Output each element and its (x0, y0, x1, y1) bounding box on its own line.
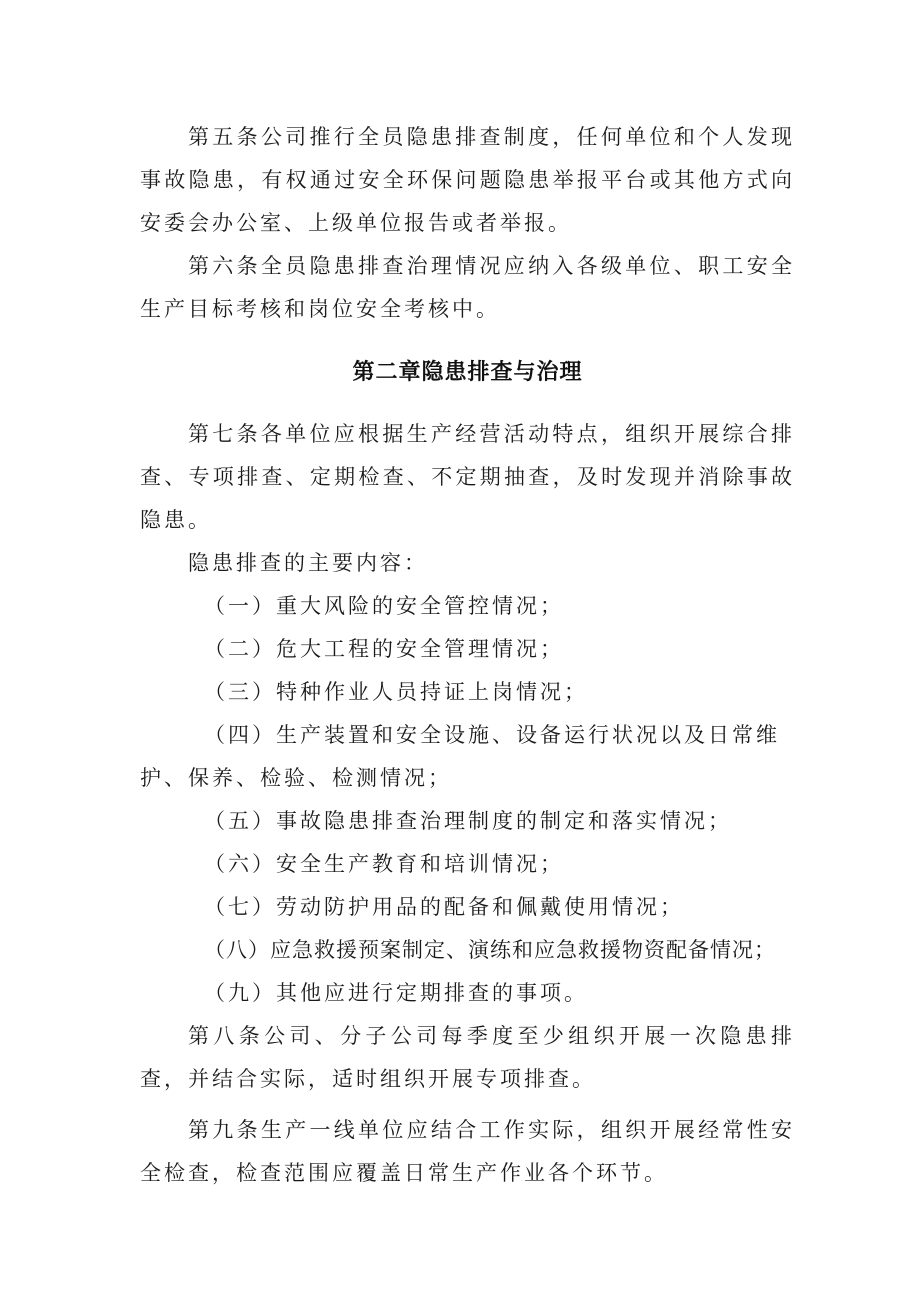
article-5-paragraph: 第五条公司推行全员隐患排查制度，任何单位和个人发现事故隐患，有权通过安全环保问题隐患举报平台或其他方式向安委会办公室、上级单位报告或者举报。 (140, 125, 795, 235)
list-item-9: （九）其他应进行定期排查的事项。 (204, 981, 588, 1005)
items-intro: 隐患排查的主要内容： (188, 551, 428, 575)
article-6-paragraph: 第六条全员隐患排查治理情况应纳入各级单位、职工安全生产目标考核和岗位安全考核中。 (140, 254, 795, 321)
chapter-2-title: 第二章隐患排查与治理 (352, 360, 583, 385)
article-8-paragraph: 第八条公司、分子公司每季度至少组织开展一次隐患排查，并结合实际，适时组织开展专项排查。 (140, 1024, 795, 1091)
list-item-2: （二）危大工程的安全管理情况； (204, 637, 564, 661)
list-item-7: （七）劳动防护用品的配备和佩戴使用情况； (204, 895, 684, 919)
list-item-4: （四）生产装置和安全设施、设备运行状况以及日常维护、保养、检验、检测情况； (140, 723, 780, 790)
article-9-paragraph: 第九条生产一线单位应结合工作实际，组织开展经常性安全检查，检查范围应覆盖日常生产作业各个环节。 (140, 1118, 795, 1185)
list-item-3: （三）特种作业人员持证上岗情况； (204, 680, 588, 704)
article-7-paragraph: 第七条各单位应根据生产经营活动特点，组织开展综合排查、专项排查、定期检查、不定期抽查，及时发现并消除事故隐患。 (140, 422, 795, 532)
list-item-6: （六）安全生产教育和培训情况； (204, 852, 564, 876)
list-item-8: （八）应急救援预案制定、演练和应急救援物资配备情况； (204, 938, 776, 962)
list-item-5: （五）事故隐患排查治理制度的制定和落实情况； (204, 809, 732, 833)
list-item-1: （一）重大风险的安全管控情况； (204, 594, 564, 618)
